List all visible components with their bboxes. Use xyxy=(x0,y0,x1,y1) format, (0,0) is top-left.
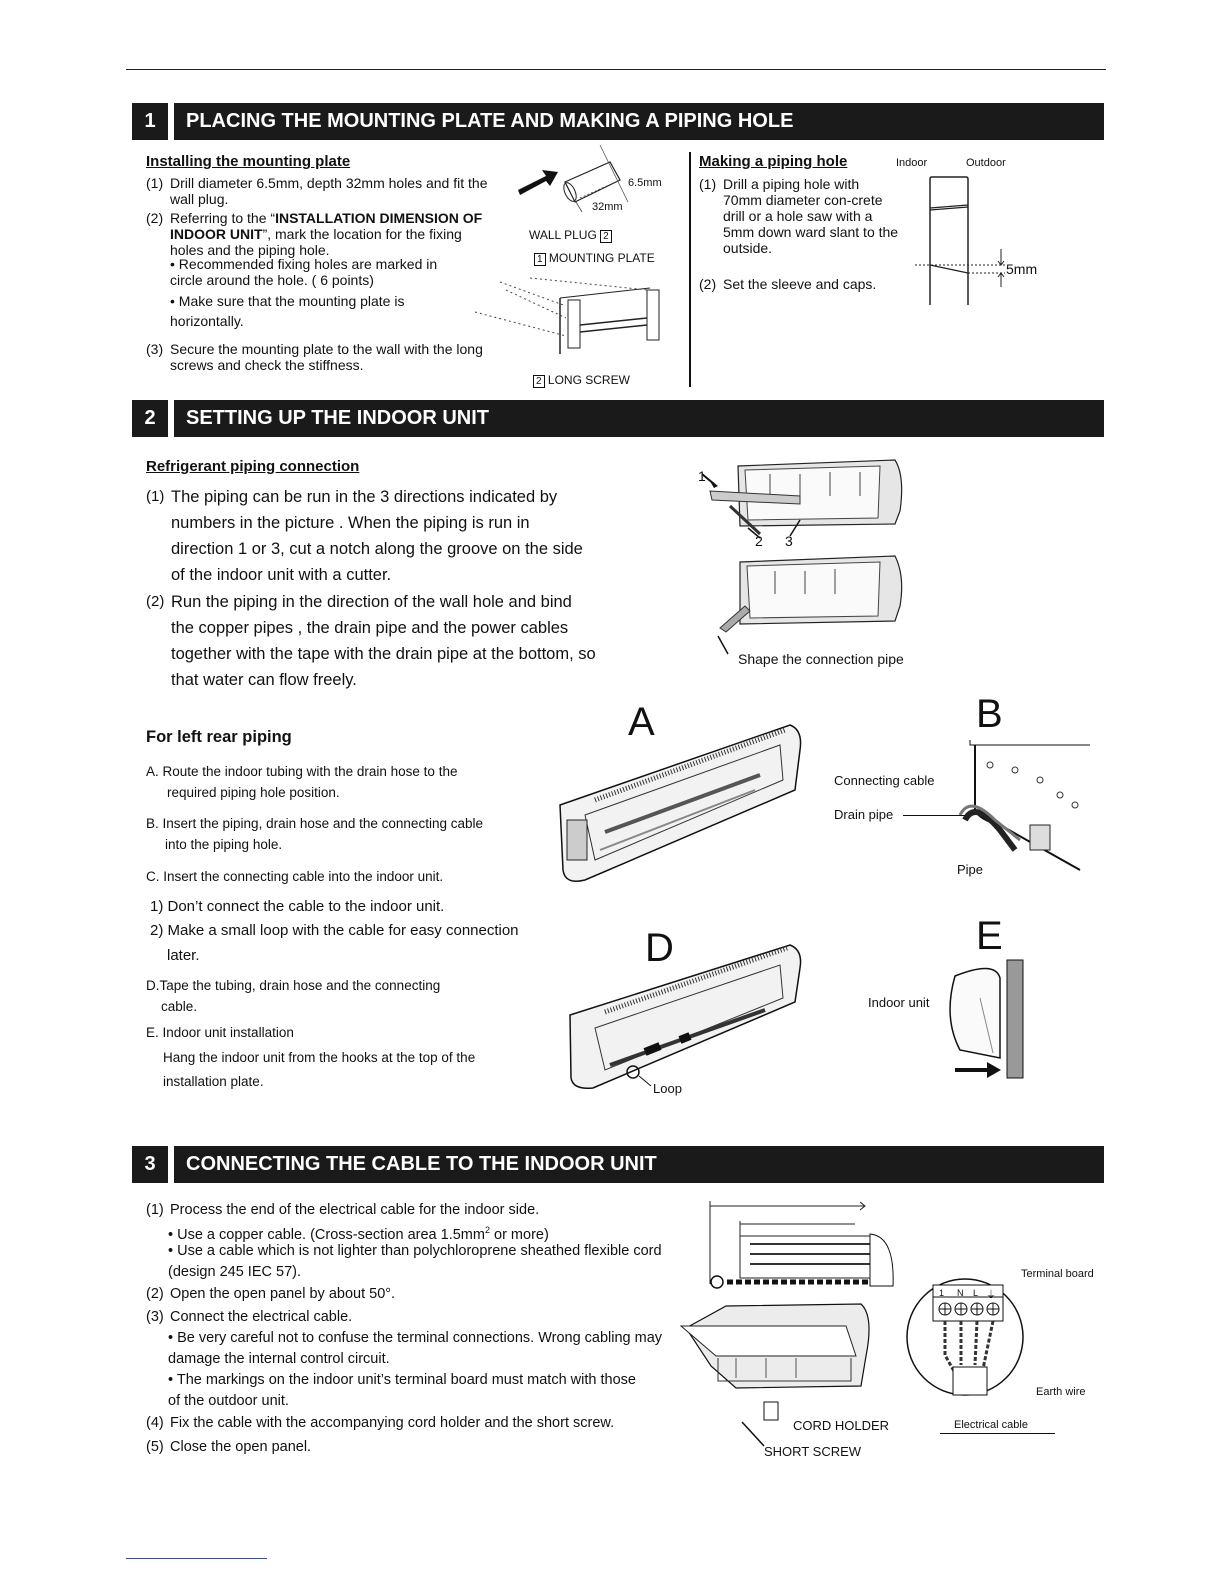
open-panel-unit xyxy=(676,1296,876,1421)
cable-step-2 xyxy=(146,1284,666,1305)
step-a-cont: required piping hole position. xyxy=(167,785,340,800)
direction-2: 2 xyxy=(755,533,763,549)
mounting-plate-text: MOUNTING PLATE xyxy=(548,251,655,265)
short-screw-label: SHORT SCREW xyxy=(764,1444,862,1459)
section-2-number: 2 xyxy=(132,400,168,437)
bullet-post: or more) xyxy=(489,1226,549,1243)
step-number: (1) xyxy=(146,488,165,505)
figure-d-unit xyxy=(565,940,805,1095)
direction-3: 3 xyxy=(785,533,793,549)
cable-step-3 xyxy=(146,1307,666,1328)
section-3-number: 3 xyxy=(132,1146,168,1183)
step-number: (5) xyxy=(146,1439,164,1455)
terminal-l: L xyxy=(973,1288,979,1298)
direction-1: 1 xyxy=(698,468,706,484)
figure-letter-d: D xyxy=(645,926,674,970)
terminal-earth: ⏚ xyxy=(986,1290,996,1301)
step-text-bold: INSTALLATION DIMENSION OF INDOOR UNIT xyxy=(170,210,483,242)
piping-step-1 xyxy=(699,176,899,256)
figure-letter-a: A xyxy=(628,700,655,744)
figure-letter-b: B xyxy=(976,692,1003,736)
step-e: E. Indoor unit installation xyxy=(146,1025,294,1040)
step-text-pre: Referring to the “ xyxy=(170,210,276,226)
dim-32mm: 32mm xyxy=(592,201,623,213)
step-text: Secure the mounting plate to the wall with the long screws and check the stiffness. xyxy=(170,341,483,373)
bullet-sup: 2 xyxy=(484,1225,490,1235)
terminal-1: 1 xyxy=(939,1288,945,1298)
step-c-1: 1) Don’t connect the cable to the indoor unit. xyxy=(150,898,445,915)
earth-wire-label: Earth wire xyxy=(1036,1386,1086,1398)
section-3-title: CONNECTING THE CABLE TO THE INDOOR UNIT xyxy=(174,1146,1104,1183)
mounting-bullet-1: • Recommended fixing holes are marked in circle around the hole. ( 6 points) xyxy=(170,256,438,288)
step-e-2: installation plate. xyxy=(163,1074,264,1089)
step-number: (2) xyxy=(146,210,164,226)
indoor-unit-label: Indoor unit xyxy=(868,995,930,1010)
cable-step-4 xyxy=(146,1413,666,1434)
mounting-step-2 xyxy=(146,210,491,258)
piping-direction-figure xyxy=(700,456,910,656)
cord-holder-label: CORD HOLDER xyxy=(793,1418,890,1433)
cable-step-3-bullet-1: • Be very careful not to confuse the terminal connections. Wrong cabling may damage the internal control circuit. xyxy=(168,1330,663,1367)
section-1-number: 1 xyxy=(132,103,168,140)
bottom-link-rule xyxy=(126,1558,267,1559)
step-text: Connect the electrical cable. xyxy=(170,1309,353,1325)
wall-plug-text: WALL PLUG xyxy=(529,228,597,242)
figure-a-unit xyxy=(555,720,805,890)
loop-label: Loop xyxy=(653,1081,682,1096)
bullet-pre: • Use a copper cable. (Cross-section area 1.5mm xyxy=(168,1226,485,1243)
step-text: Fix the cable with the accompanying cord holder and the short screw. xyxy=(170,1415,615,1431)
step-b-cont: into the piping hole. xyxy=(165,837,283,852)
step-text: Open the open panel by about 50°. xyxy=(170,1286,396,1302)
step-d-cont: cable. xyxy=(161,999,198,1014)
figure-letter-e: E xyxy=(976,914,1003,958)
drain-pipe-leader xyxy=(903,815,965,816)
connecting-cable-label: Connecting cable xyxy=(834,773,935,788)
mounting-bullet-2: • Make sure that the mounting plate is horizontally. xyxy=(170,293,405,329)
step-text: Run the piping in the direction of the wall hole and bind the copper pipes , the drain pipe and the power cables together with the tape with the drain pipe at the bottom, so that water can flow freely. xyxy=(171,593,596,689)
dim-6-5mm: 6.5mm xyxy=(628,177,662,189)
electrical-cable-label: Electrical cable xyxy=(954,1419,1028,1431)
long-screw-num: 2 xyxy=(533,375,545,388)
top-rule xyxy=(126,69,1106,70)
refrigerant-step-2 xyxy=(146,589,596,693)
step-c-2: 2) Make a small loop with the cable for easy connection xyxy=(150,922,519,939)
step-text: Drill a piping hole with 70mm diameter con-crete drill or a hole saw with a 5mm down ward slant to the outside. xyxy=(723,176,899,256)
short-screw-icon xyxy=(740,1418,770,1448)
section-2-title: SETTING UP THE INDOOR UNIT xyxy=(174,400,1104,437)
step-text: Close the open panel. xyxy=(170,1439,312,1455)
terminal-n: N xyxy=(957,1288,964,1298)
mounting-plate-label xyxy=(534,251,655,265)
step-text: The piping can be run in the 3 directions indicated by numbers in the picture . When the piping is run in direction 1 or 3, cut a notch along the groove on the side of the indoor unit with a cutter. xyxy=(171,488,583,584)
outdoor-label: Outdoor xyxy=(966,157,1006,169)
step-text: Process the end of the electrical cable for the indoor side. xyxy=(170,1202,540,1218)
indoor-label: Indoor xyxy=(896,157,928,169)
step-number: (3) xyxy=(146,341,164,357)
step-d: D.Tape the tubing, drain hose and the connecting xyxy=(146,978,441,993)
cable-step-1-bullet-2: • Use a cable which is not lighter than polychloroprene sheathed flexible cord (design 245 IEC 57). xyxy=(168,1243,662,1280)
step-number: (2) xyxy=(699,276,717,292)
refrigerant-heading: Refrigerant piping connection xyxy=(146,458,360,475)
cable-step-1 xyxy=(146,1200,666,1221)
section-1-title: PLACING THE MOUNTING PLATE AND MAKING A PIPING HOLE xyxy=(174,103,1104,140)
mounting-step-3 xyxy=(146,341,491,373)
piping-hole-heading: Making a piping hole xyxy=(699,153,848,170)
long-screw-text: LONG SCREW xyxy=(547,373,630,387)
step-number: (1) xyxy=(146,1202,164,1218)
wall-plug-num: 2 xyxy=(600,230,612,243)
terminal-board-magnifier xyxy=(905,1265,1025,1435)
step-number: (3) xyxy=(146,1309,164,1325)
mounting-heading: Installing the mounting plate xyxy=(146,153,351,170)
step-number: (4) xyxy=(146,1415,164,1431)
long-screw-label xyxy=(533,373,630,387)
wall-plug-label xyxy=(529,228,612,242)
mounting-step-1 xyxy=(146,175,491,207)
step-c: C. Insert the connecting cable into the indoor unit. xyxy=(146,869,444,884)
electrical-cable-leader xyxy=(940,1433,1055,1434)
wall-section-figure xyxy=(915,175,1038,310)
column-divider xyxy=(689,152,691,387)
step-text-post: ”, mark the location for the fixing holes and the piping hole. xyxy=(170,226,462,258)
terminal-board-label: Terminal board xyxy=(1021,1268,1094,1280)
cable-step-5 xyxy=(146,1437,666,1458)
shape-connection-label: Shape the connection pipe xyxy=(738,651,904,667)
step-a: A. Route the indoor tubing with the drain hose to the xyxy=(146,764,458,779)
cable-end-figure xyxy=(705,1196,905,1296)
left-rear-heading: For left rear piping xyxy=(146,728,292,746)
cable-step-3-bullet-2: • The markings on the indoor unit’s terminal board must match with those of the outdoor unit. xyxy=(168,1372,636,1409)
drain-pipe-label: Drain pipe xyxy=(834,807,894,822)
step-number: (2) xyxy=(146,593,165,610)
piping-step-2 xyxy=(699,276,899,292)
step-text: Set the sleeve and caps. xyxy=(723,276,877,292)
step-number: (1) xyxy=(699,176,717,192)
figure-e-wall xyxy=(935,958,1035,1083)
step-number: (1) xyxy=(146,175,164,191)
pipe-label: Pipe xyxy=(957,862,984,877)
mounting-plate-num: 1 xyxy=(534,253,546,266)
figure-b-closeup xyxy=(930,740,1090,875)
dim-5mm: 5mm xyxy=(1006,261,1038,277)
refrigerant-step-1 xyxy=(146,484,596,588)
step-b: B. Insert the piping, drain hose and the connecting cable xyxy=(146,816,483,831)
step-c-2-cont: later. xyxy=(167,947,200,964)
step-e-1: Hang the indoor unit from the hooks at the top of the xyxy=(163,1050,476,1065)
step-text: Drill diameter 6.5mm, depth 32mm holes and fit the wall plug. xyxy=(170,175,488,207)
step-number: (2) xyxy=(146,1286,164,1302)
